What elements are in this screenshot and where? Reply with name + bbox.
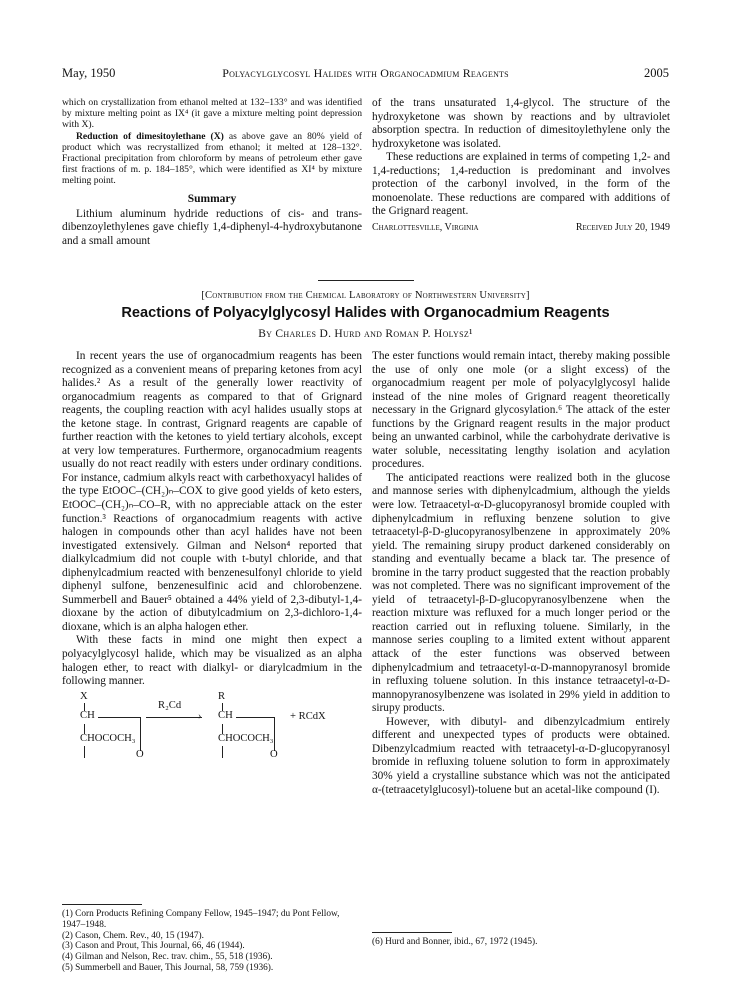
scheme-ring-top-left <box>98 717 140 718</box>
scheme-r-label: R <box>218 690 226 702</box>
scheme-ch-right: CH <box>218 709 233 721</box>
reaction-scheme <box>62 691 362 769</box>
footnote-1: (1) Corn Products Refining Company Fellow, 1945–1947; du Pont Fellow, 1947–1948. <box>62 909 340 930</box>
contribution-line: [Contribution from the Chemical Laboratory of Northwestern University] <box>201 290 530 301</box>
expectation-paragraph: With these facts in mind one might then expect a polyacylglycosyl halide, which may be visualized as an alpha halogen ether, to react with dialkyl- or diarylcadmium in the following manner. <box>62 634 362 688</box>
footnote-6: (6) Hurd and Bonner, ibid., 67, 1972 (1945). <box>372 937 538 947</box>
scheme-arrow-shaft <box>146 717 202 718</box>
footnotes-left <box>62 909 362 974</box>
footnote-4: (4) Gilman and Nelson, Rec. trav. chim., 55, 518 (1936). <box>62 952 273 963</box>
footnote-5: (5) Summerbell and Bauer, This Journal, 58, 759 (1936). <box>62 962 274 973</box>
scheme-ch-left: CH <box>80 709 95 721</box>
scheme-choc-left: CHOCOCH₃ <box>80 732 136 744</box>
running-head <box>62 66 669 84</box>
article-left-column <box>62 350 362 769</box>
scheme-arrow-head: › <box>198 710 202 722</box>
summary-explanation: These reductions are explained in terms of competing 1,2- and 1,4-reductions; 1,4-reduction is predominant and involves protection of the carbonyl involved, in the form of the monoenolate. These reductions are compared with additions of the Grignard reagent. <box>372 151 670 218</box>
received-line <box>372 222 670 233</box>
prev-article-right-column <box>372 97 670 233</box>
intro-paragraph: In recent years the use of organocadmium reagents has been recognized as a convenient means of preparing ketones from acyl halides.² As a result of the generally lower reactivity of organocadmium reagents as compared to that of Grignard reagents, the coupling reaction with acyl halides usually stops at the ketone stage. In contrast, Grignard reagents are capable of further reaction with the ketones to yield tertiary alcohols, except at very low temperatures. Furthermore, organocadmium reagents usually do not react readily with esters under ordinary conditions. For instance, cadmium alkyls react with carbethoxyacyl halides of the type EtOOC–(CH₂)ₙ–COX to give good yields of keto esters, EtOOC–(CH₂)ₙ–CO–R, with no appreciable attack on the ester function.³ Reactions of organocadmium reagents with active halogen in compounds other than acyl halides have not been investigated extensively. Gilman and Nelson⁴ reported that dialkylcadmium did not couple with t-butyl chloride, and that diphenylcadmium reacted with benzenesulfonyl chloride to yield diphenyl sulfone, benzenesulfinic acid and chlorobenzene. Summerbell and Bauer⁵ obtained a 44% yield of 2,3-dibutyl-1,4-dioxane by the action of dibutylcadmium on 2,3-dichloro-1,4-dioxane, which is an alpha halogen ether. <box>62 350 362 633</box>
reduction-heading: Reduction of dimesitoylethane (X) <box>76 130 224 142</box>
unexpected-products-paragraph: However, with dibutyl- and dibenzylcadmium entirely different and unexpected types of products were obtained. Dibenzylcadmium reacted with tetraacetyl-α-D-glucopyranosyl bromide in refluxing toluene solution to form in approximately 30% yield a crystalline substance which was not the anticipated α-(tetraacetylglucosyl)-toluene but an acetal-like compound (I). <box>372 715 670 796</box>
prev-article-left-column <box>62 97 362 248</box>
header-title: Polyacylglycosyl Halides with Organocadmium Reagents <box>222 66 509 80</box>
prev-para-crystallization: which on crystallization from ethanol melted at 132–133° and was identified by mixture melting point as IX⁴ (it gave a mixture melting point depression with X). <box>62 97 362 131</box>
scheme-o-left: O <box>136 748 144 760</box>
results-paragraph: The anticipated reactions were realized both in the glucose and mannose series with diphenylcadmium, although the yields were low. Tetraacetyl-α-D-glucopyranosyl bromide coupled with diphenylcadmium in refluxing benzene solution to give tetraacetyl-β-D-glucopyranosylbenzene in approximately 20% yield. The remaining sirupy product darkened considerably on standing and eventually became a black tar. The presence of bromine in the tarry product suggested that the reaction probably was not completed. There was no significant improvement of the yield of tetraacetyl-β-D-glucopyranosylbenzene when the reaction mixture was refluxed for a much longer period or the reaction carried out in refluxing toluene. Similarly, in the mannose series coupling to a limited extent without apparent attack of the ester functions was observed between diphenylcadmium and tetraacetyl-α-D-mannopyranosyl bromide in refluxing toluene solution. In this instance tetraacetyl-α-D-mannopyranosylbenzene was isolated in 29% yield in addition to sirupy products. <box>372 471 670 715</box>
scheme-byproduct: + RCdX <box>290 710 326 722</box>
scheme-o-right: O <box>270 748 278 760</box>
footnote-rule-left <box>62 904 142 905</box>
author-byline: By Charles D. Hurd and Roman P. Holysz¹ <box>258 328 473 340</box>
article-divider <box>318 280 414 281</box>
scheme-reagent: R₂Cd <box>158 699 182 711</box>
received-date: Received July 20, 1949 <box>575 221 670 233</box>
summary-continued: of the trans unsaturated 1,4-glycol. The structure of the hydroxyketone was shown by reactions and by ultraviolet absorption spectra. In reduction of dimesitoylethylene only the hydroxyketone was isolated. <box>372 97 670 150</box>
ester-paragraph: The ester functions would remain intact, thereby making possible the use of only one mole (or a slight excess) of the organocadmium reagent per mole of polyacylglycosyl halide instead of the nine moles of Grignard reagent theoretically necessary in the Grignard glycosylation.⁶ The attack of the ester functions by the Grignard reagent results in the major product being an unwanted carbinol, while the carbohydrate derivative is water soluble, necessitating lengthy isolation and acylation procedures. <box>372 350 670 471</box>
summary-heading: Summary <box>187 192 237 205</box>
reduction-text: as above gave an 80% yield of product which was recrystallized from ethanol; it melted at 128–132°. Fractional precipitation from chloroform by means of petroleum ether gave first fractions of m. p. 184–185°, which were identified as XI⁴ by mixture melting point. <box>62 130 362 187</box>
footnotes-right <box>372 937 670 948</box>
footnote-rule-right <box>372 932 452 933</box>
scheme-bond-right-2 <box>222 746 223 758</box>
scheme-choc-right: CHOCOCH₃ <box>218 732 274 744</box>
summary-paragraph: Lithium aluminum hydride reductions of cis- and trans-dibenzoylethylenes gave chiefly 1,4-diphenyl-4-hydroxybutanone and a small amount <box>62 207 362 247</box>
scheme-ring-side-right <box>274 717 275 751</box>
scheme-ring-top-right <box>236 717 274 718</box>
article-title: Reactions of Polyacylglycosyl Halides with Organocadmium Reagents <box>121 305 610 321</box>
location: Charlottesville, Virginia <box>372 221 479 233</box>
page-number: 2005 <box>644 66 669 80</box>
footnote-2: (2) Cason, Chem. Rev., 40, 15 (1947). <box>62 930 204 941</box>
footnote-3: (3) Cason and Prout, This Journal, 66, 46 (1944). <box>62 941 245 952</box>
prev-para-reduction <box>62 131 362 187</box>
scheme-x-label: X <box>80 690 88 702</box>
scheme-bond-left-2 <box>84 746 85 758</box>
scheme-ring-side-left <box>140 717 141 751</box>
header-date: May, 1950 <box>62 66 116 80</box>
article-right-column <box>372 350 670 797</box>
